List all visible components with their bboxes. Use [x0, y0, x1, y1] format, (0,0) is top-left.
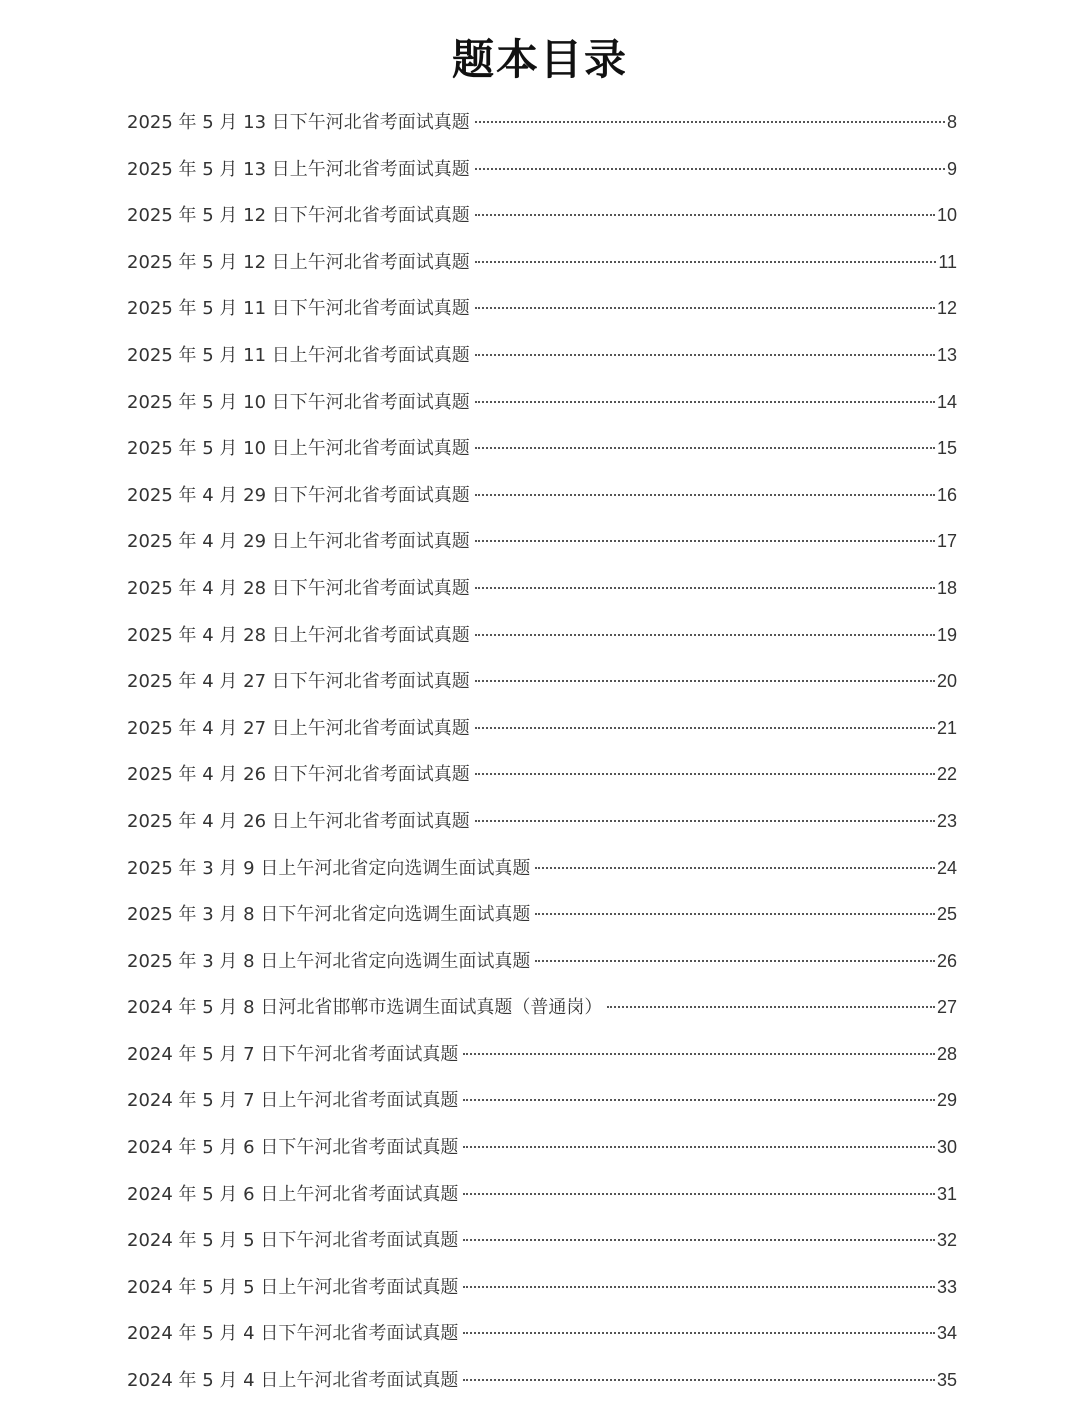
- toc-entry[interactable]: [127, 99, 957, 146]
- dot-leader: [463, 1053, 935, 1055]
- toc-entry-title: 2025 年 5 月 11 日上午河北省考面试真题: [127, 344, 470, 366]
- toc-entry[interactable]: [127, 379, 957, 426]
- toc-entry-page-number: 9: [946, 158, 957, 179]
- toc-entry-title: 2024 年 5 月 5 日下午河北省考面试真题: [127, 1230, 459, 1252]
- dot-leader: [475, 727, 935, 729]
- toc-entry-title: 2024 年 5 月 6 日下午河北省考面试真题: [127, 1137, 459, 1159]
- dot-leader: [475, 540, 935, 542]
- dot-leader: [607, 1006, 935, 1008]
- dot-leader: [463, 1239, 935, 1241]
- toc-entry[interactable]: [127, 192, 957, 239]
- dot-leader: [475, 354, 935, 356]
- toc-entry-title: 2025 年 3 月 8 日下午河北省定向选调生面试真题: [127, 904, 531, 926]
- toc-entry-title: 2025 年 5 月 12 日上午河北省考面试真题: [127, 251, 470, 273]
- toc-entry[interactable]: [127, 1217, 957, 1264]
- toc-entry-title: 2025 年 5 月 13 日上午河北省考面试真题: [127, 158, 470, 180]
- toc-list: [127, 99, 957, 1404]
- toc-entry-page-number: 17: [936, 531, 957, 552]
- dot-leader: [475, 121, 945, 123]
- toc-entry-title: 2024 年 5 月 8 日河北省邯郸市选调生面试真题（普通岗）: [127, 997, 603, 1019]
- toc-entry-page-number: 19: [936, 624, 957, 645]
- toc-entry[interactable]: [127, 1077, 957, 1124]
- dot-leader: [475, 587, 935, 589]
- toc-entry-page-number: 10: [936, 205, 957, 226]
- toc-entry-title: 2024 年 5 月 5 日上午河北省考面试真题: [127, 1276, 459, 1298]
- toc-entry[interactable]: [127, 1031, 957, 1078]
- dot-leader: [475, 680, 935, 682]
- dot-leader: [463, 1193, 935, 1195]
- toc-entry-page-number: 35: [936, 1370, 957, 1391]
- toc-entry-title: 2025 年 5 月 12 日下午河北省考面试真题: [127, 205, 470, 227]
- page-title: 题本目录: [451, 35, 628, 84]
- dot-leader: [535, 913, 935, 915]
- toc-entry-title: 2025 年 3 月 8 日上午河北省定向选调生面试真题: [127, 950, 531, 972]
- toc-entry[interactable]: [127, 425, 957, 472]
- toc-entry[interactable]: [127, 332, 957, 379]
- dot-leader: [463, 1286, 935, 1288]
- toc-entry-page-number: 14: [936, 391, 957, 412]
- toc-entry[interactable]: [127, 1171, 957, 1218]
- toc-entry-page-number: 15: [936, 438, 957, 459]
- toc-entry[interactable]: [127, 612, 957, 659]
- dot-leader: [475, 307, 935, 309]
- toc-entry-title: 2025 年 5 月 10 日下午河北省考面试真题: [127, 391, 470, 413]
- toc-entry[interactable]: [127, 472, 957, 519]
- toc-entry[interactable]: [127, 705, 957, 752]
- toc-entry-title: 2025 年 4 月 29 日下午河北省考面试真题: [127, 484, 470, 506]
- toc-entry-page-number: 30: [936, 1137, 957, 1158]
- toc-entry-page-number: 13: [936, 344, 957, 365]
- toc-entry[interactable]: [127, 1124, 957, 1171]
- toc-entry-page-number: 21: [936, 717, 957, 738]
- toc-entry-page-number: 16: [936, 484, 957, 505]
- toc-entry[interactable]: [127, 658, 957, 705]
- toc-entry[interactable]: [127, 891, 957, 938]
- toc-entry-page-number: 28: [936, 1043, 957, 1064]
- dot-leader: [475, 261, 937, 263]
- toc-entry[interactable]: [127, 798, 957, 845]
- toc-entry[interactable]: [127, 239, 957, 286]
- toc-entry-title: 2025 年 3 月 9 日上午河北省定向选调生面试真题: [127, 857, 531, 879]
- toc-entry[interactable]: [127, 751, 957, 798]
- toc-entry-page-number: 29: [936, 1090, 957, 1111]
- toc-entry[interactable]: [127, 1264, 957, 1311]
- toc-entry-page-number: 12: [936, 298, 957, 319]
- toc-entry[interactable]: [127, 518, 957, 565]
- toc-entry-page-number: 32: [936, 1230, 957, 1251]
- toc-entry-page-number: 34: [936, 1323, 957, 1344]
- toc-entry-title: 2025 年 4 月 27 日下午河北省考面试真题: [127, 671, 470, 693]
- toc-entry[interactable]: [127, 565, 957, 612]
- toc-entry-title: 2025 年 4 月 27 日上午河北省考面试真题: [127, 717, 470, 739]
- toc-entry-title: 2025 年 4 月 26 日上午河北省考面试真题: [127, 810, 470, 832]
- toc-entry-page-number: 31: [936, 1183, 957, 1204]
- toc-entry-page-number: 33: [936, 1276, 957, 1297]
- dot-leader: [475, 773, 935, 775]
- dot-leader: [463, 1379, 935, 1381]
- dot-leader: [475, 168, 945, 170]
- toc-entry-page-number: 11: [938, 251, 957, 272]
- toc-entry-title: 2025 年 4 月 28 日下午河北省考面试真题: [127, 577, 470, 599]
- dot-leader: [475, 401, 935, 403]
- toc-entry[interactable]: [127, 938, 957, 985]
- toc-entry-page-number: 18: [936, 577, 957, 598]
- dot-leader: [475, 214, 935, 216]
- toc-entry[interactable]: [127, 1357, 957, 1404]
- toc-entry-page-number: 27: [936, 997, 957, 1018]
- dot-leader: [475, 494, 935, 496]
- toc-entry-title: 2025 年 4 月 29 日上午河北省考面试真题: [127, 531, 470, 553]
- toc-entry-page-number: 8: [946, 112, 957, 132]
- dot-leader: [463, 1332, 935, 1334]
- dot-leader: [535, 960, 935, 962]
- toc-entry[interactable]: [127, 1310, 957, 1357]
- toc-entry-page-number: 23: [936, 810, 957, 831]
- dot-leader: [535, 867, 935, 869]
- toc-entry-page-number: 20: [936, 671, 957, 692]
- toc-entry-title: 2024 年 5 月 4 日下午河北省考面试真题: [127, 1323, 459, 1345]
- toc-entry-title: 2024 年 5 月 7 日下午河北省考面试真题: [127, 1043, 459, 1065]
- dot-leader: [475, 447, 935, 449]
- dot-leader: [475, 634, 935, 636]
- toc-entry[interactable]: [127, 845, 957, 892]
- dot-leader: [475, 820, 935, 822]
- toc-entry-title: 2024 年 5 月 6 日上午河北省考面试真题: [127, 1183, 459, 1205]
- toc-entry-title: 2024 年 5 月 4 日上午河北省考面试真题: [127, 1370, 459, 1392]
- toc-entry-page-number: 24: [936, 857, 957, 878]
- dot-leader: [463, 1146, 935, 1148]
- toc-entry-title: 2025 年 5 月 13 日下午河北省考面试真题: [127, 112, 470, 133]
- dot-leader: [463, 1099, 935, 1101]
- toc-entry[interactable]: [127, 146, 957, 193]
- toc-entry-page-number: 25: [936, 904, 957, 925]
- toc-entry-title: 2025 年 5 月 11 日下午河北省考面试真题: [127, 298, 470, 320]
- toc-entry-title: 2024 年 5 月 7 日上午河北省考面试真题: [127, 1090, 459, 1112]
- toc-entry-title: 2025 年 4 月 26 日下午河北省考面试真题: [127, 764, 470, 786]
- toc-entry-page-number: 22: [936, 764, 957, 785]
- toc-entry-title: 2025 年 4 月 28 日上午河北省考面试真题: [127, 624, 470, 646]
- toc-entry[interactable]: [127, 285, 957, 332]
- toc-entry-title: 2025 年 5 月 10 日上午河北省考面试真题: [127, 438, 470, 460]
- toc-entry[interactable]: [127, 984, 957, 1031]
- toc-entry-page-number: 26: [936, 950, 957, 971]
